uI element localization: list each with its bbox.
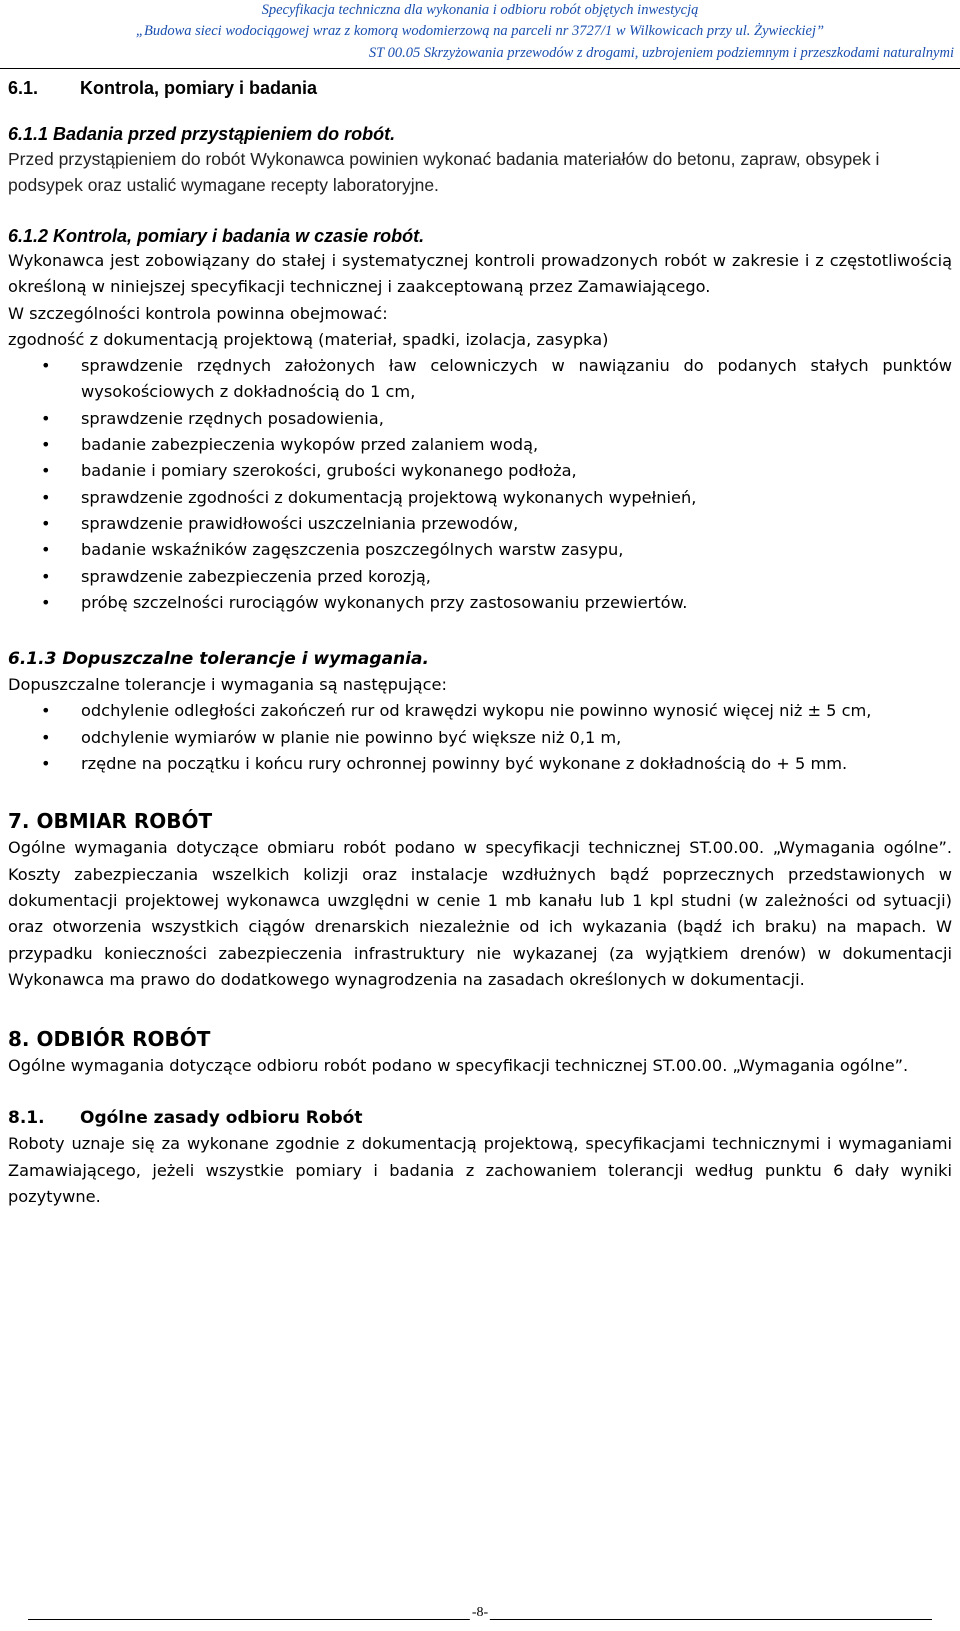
tolerance-list: [8, 698, 952, 777]
section-6-1-3-heading: 6.1.3 Dopuszczalne tolerancje i wymagania.: [8, 649, 429, 670]
section-8-1-text: Roboty uznaje się za wykonane zgodnie z dokumentacją projektową, specyfikacjami technicznymi i wymaganiami Zamawiającego, jeżeli wszystkie pomiary i badania z zachowaniem tolerancji według punktu 6 dały wyniki pozytywne.: [8, 1134, 952, 1207]
bullet-icon: •: [41, 540, 51, 560]
section-6-1-3-intro: Dopuszczalne tolerancje i wymagania są następujące:: [8, 675, 447, 695]
list-item: • próbę szczelności rurociągów wykonanych przy zastosowaniu przewiertów.: [8, 590, 952, 616]
bullet-icon: •: [41, 754, 51, 774]
bullet-icon: •: [41, 701, 51, 721]
page-number: -8-: [471, 1605, 489, 1620]
section-8-text: Ogólne wymagania dotyczące odbioru robót podano w specyfikacji technicznej ST.00.00. „Wymagania ogólne”.: [8, 1056, 909, 1076]
list-item: • odchylenie wymiarów w planie nie powinno być większe niż 0,1 m,: [8, 725, 952, 751]
document-body: [8, 70, 952, 1210]
bullet-icon: •: [41, 513, 51, 533]
bullet-icon: •: [41, 356, 51, 376]
control-checklist: [8, 353, 952, 616]
section-6-1-2-heading: 6.1.2 Kontrola, pomiary i badania w czasie robót.: [8, 226, 425, 246]
list-item: • sprawdzenie rzędnych założonych ław celowniczych w nawiązaniu do podanych stałych punktów wysokościowych z dokładnością do 1 cm,: [8, 353, 952, 406]
page-footer: [28, 1605, 932, 1620]
list-item: • sprawdzenie prawidłowości uszczelniania przewodów,: [8, 511, 952, 537]
section-title: Ogólne zasady odbioru Robót: [80, 1108, 363, 1129]
section-6-1-heading: [8, 76, 952, 100]
bullet-icon: •: [41, 461, 51, 481]
section-8-1-heading: [8, 1105, 952, 1131]
list-item: • badanie i pomiary szerokości, grubości wykonanego podłoża,: [8, 458, 952, 484]
list-item: • sprawdzenie zabezpieczenia przed korozją,: [8, 564, 952, 590]
page-header: [0, 0, 960, 69]
section-number: 6.1.: [8, 78, 39, 98]
bullet-icon: •: [41, 592, 51, 612]
section-number: 8.1.: [8, 1108, 45, 1129]
list-item: • sprawdzenie zgodności z dokumentacją projektową wykonanych wypełnień,: [8, 485, 952, 511]
header-st-code: ST 00.05 Skrzyżowania przewodów z drogami, uzbrojeniem podziemnym i przeszkodami naturalnymi: [368, 45, 954, 61]
section-7-text: Ogólne wymagania dotyczące obmiaru robót podano w specyfikacji technicznej ST.00.00. „Wymagania ogólne”. Koszty zabezpieczania wszelkich kolizji oraz instalacje wzdłużnych bądź poprzecznych przedstawionych w dokumentacji projektowej wykonawca uwzględni w cenie 1 mb kanału lub 1 kpl studni (w zależności od sytuacji) oraz otworzenia wszystkich ciągów drenarskich niezależnie od ich wykazania (bądź ich braku) na mapach. W przypadku konieczności zabezpieczenia infrastruktury nie wykazanej (za wyjątkiem drenów) w dokumentacji Wykonawca ma prawo do dodatkowego wynagrodzenia na zasadach określonych w dokumentacji.: [8, 838, 952, 989]
header-spec-title: Specyfikacja techniczna dla wykonania i odbioru robót objętych inwestycją: [261, 2, 699, 18]
list-item: • sprawdzenie rzędnych posadowienia,: [8, 406, 952, 432]
bullet-icon: •: [41, 487, 51, 507]
list-item: • odchylenie odległości zakończeń rur od krawędzi wykopu nie powinno wynosić więcej niż ± 5 cm,: [8, 698, 952, 724]
section-7-heading: 7. OBMIAR ROBÓT: [8, 809, 213, 834]
section-title: Kontrola, pomiary i badania: [80, 78, 318, 98]
bullet-icon: •: [41, 435, 51, 455]
list-item: • badanie wskaźników zagęszczenia poszczególnych warstw zasypu,: [8, 537, 952, 563]
list-item: • badanie zabezpieczenia wykopów przed zalaniem wodą,: [8, 432, 952, 458]
section-6-1-1-heading: 6.1.1 Badania przed przystąpieniem do robót.: [8, 124, 396, 144]
section-6-1-1-text: Przed przystąpieniem do robót Wykonawca powinien wykonać badania materiałów do betonu, zapraw, obsypek i podsypek oraz ustalić wymagane recepty laboratoryjne.: [8, 149, 880, 195]
bullet-icon: •: [41, 408, 51, 428]
section-6-1-2-paragraph-3: zgodność z dokumentacją projektową (materiał, spadki, izolacja, zasypka): [8, 329, 609, 349]
list-item: • rzędne na początku i końcu rury ochronnej powinny być wykonane z dokładnością do + 5 mm.: [8, 751, 952, 777]
header-project-title: „Budowa sieci wodociągowej wraz z komorą wodomierzową na parceli nr 3727/1 w Wilkowicach przy ul. Żywieckiej”: [135, 23, 825, 39]
section-6-1-2-paragraph-1: Wykonawca jest zobowiązany do stałej i systematycznej kontroli prowadzonych robót w zakresie i z częstotliwością określoną w niniejszej specyfikacji technicznej i zaakceptowaną przez Zamawiającego.: [8, 251, 952, 297]
section-8-heading: 8. ODBIÓR ROBÓT: [8, 1027, 211, 1052]
bullet-icon: •: [41, 566, 51, 586]
section-6-1-2-paragraph-2: W szczególności kontrola powinna obejmować:: [8, 303, 388, 323]
bullet-icon: •: [41, 727, 51, 747]
